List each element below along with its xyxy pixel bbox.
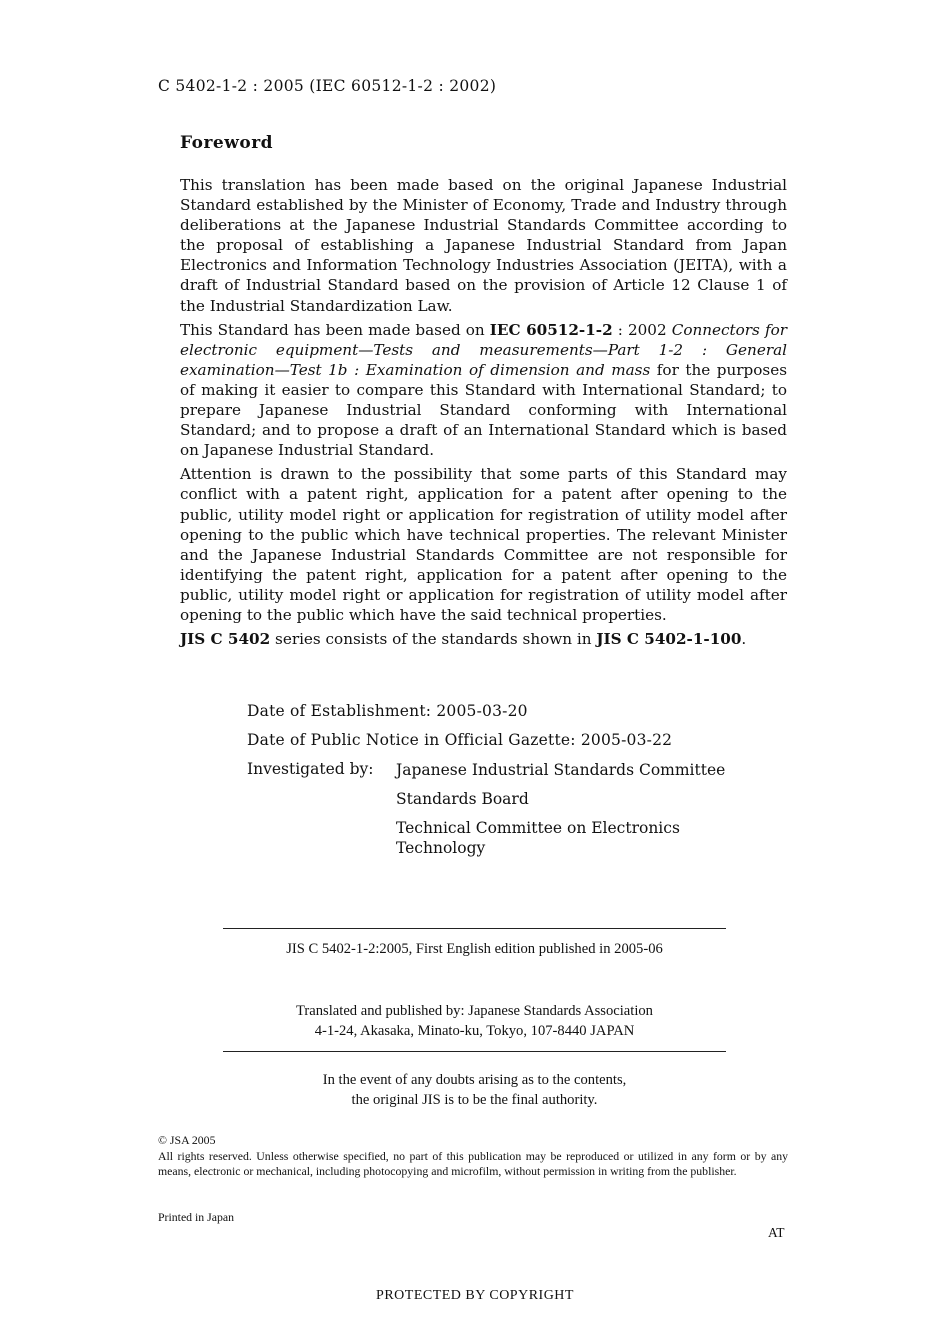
publisher-address: 4-1-24, Akasaka, Minato-ku, Tokyo, 107-8440 JAPAN <box>314 1023 635 1039</box>
publisher-block <box>223 1001 726 1041</box>
investigated-by-label: Investigated by: <box>247 760 374 778</box>
investigated-by-technical-committee: Technical Committee on Electronics Technology <box>396 819 680 857</box>
protected-footer: PROTECTED BY COPYRIGHT <box>376 1288 574 1303</box>
divider-bottom <box>223 1051 726 1052</box>
foreword-paragraph-1: This translation has been made based on the original Japanese Industrial Standard established by the Minister of Economy, Trade and Industry through deliberations at the Japanese Industrial Standards Committee according to the proposal of establishing a Japanese Industrial Standard from Japan Electronics and Information Technology Industries Association (JEITA), with a draft of Industrial Standard based on the provision of Article 12 Clause 1 of the Industrial Standardization Law. <box>180 176 787 315</box>
date-of-public-notice: Date of Public Notice in Official Gazette: 2005-03-22 <box>247 731 673 749</box>
p2-text-c: : 2002 <box>612 320 672 339</box>
foreword-paragraph-2 <box>180 320 787 461</box>
copyright-line: © JSA 2005 <box>158 1133 216 1147</box>
foreword-body <box>180 175 787 653</box>
investigated-by-committee: Japanese Industrial Standards Committee <box>396 761 726 779</box>
jis-series: JIS C 5402 <box>180 630 271 649</box>
printed-in: Printed in Japan <box>158 1210 235 1224</box>
authority-note <box>223 1070 726 1110</box>
standard-header: C 5402-1-2 : 2005 (IEC 60512-1-2 : 2002) <box>158 77 497 95</box>
date-of-establishment: Date of Establishment: 2005-03-20 <box>247 702 528 720</box>
authority-note-line-2: the original JIS is to be the final authority. <box>351 1092 598 1108</box>
p4-text-b: series consists of the standards shown in <box>270 630 597 649</box>
p4-text-d: . <box>741 630 747 649</box>
iec-reference: IEC 60512-1-2 <box>489 320 613 339</box>
p2-text-a: This Standard has been made based on <box>180 320 490 339</box>
document-code: AT <box>768 1225 785 1240</box>
edition-line: JIS C 5402-1-2:2005, First English edition published in 2005-06 <box>286 941 663 957</box>
p2-text-e: for the purposes of making it easier to compare this Standard with International Standard; to prepare Japanese Industrial Standard conforming with International Standard; and to propose a draft of an International Standard which is based on Japanese Industrial Standard. <box>180 360 787 460</box>
foreword-paragraph-3: Attention is drawn to the possibility that some parts of this Standard may conflict with a patent right, application for a patent after opening to the public, utility model right or application for registration of utility model after opening to the public which have technical properties. The relevant Minister and the Japanese Industrial Standards Committee are not responsible for identifying the patent right, application for a patent after opening to the public, utility model right or application for registration of utility model after opening to the public which have the said technical properties. <box>180 465 787 624</box>
authority-note-line-1: In the event of any doubts arising as to the contents, <box>322 1072 627 1088</box>
investigated-by-board: Standards Board <box>396 790 529 808</box>
jis-series-ref: JIS C 5402-1-100 <box>596 630 742 649</box>
divider-top <box>223 928 726 929</box>
iec-title: Connectors for electronic equipment—Tests and measurements—Part 1-2 : General examination—Test 1b : Examination of dimension and mass <box>180 320 787 379</box>
copyright-block <box>158 1133 788 1180</box>
foreword-paragraph-4 <box>180 629 787 649</box>
publisher-line: Translated and published by: Japanese Standards Association <box>296 1003 653 1019</box>
foreword-title: Foreword <box>180 133 274 153</box>
rights-reserved: All rights reserved. Unless otherwise specified, no part of this publication may be reproduced or utilized in any form or by any means, electronic or mechanical, including photocopying and microfilm, without permission in writing from the publisher. <box>158 1148 788 1178</box>
